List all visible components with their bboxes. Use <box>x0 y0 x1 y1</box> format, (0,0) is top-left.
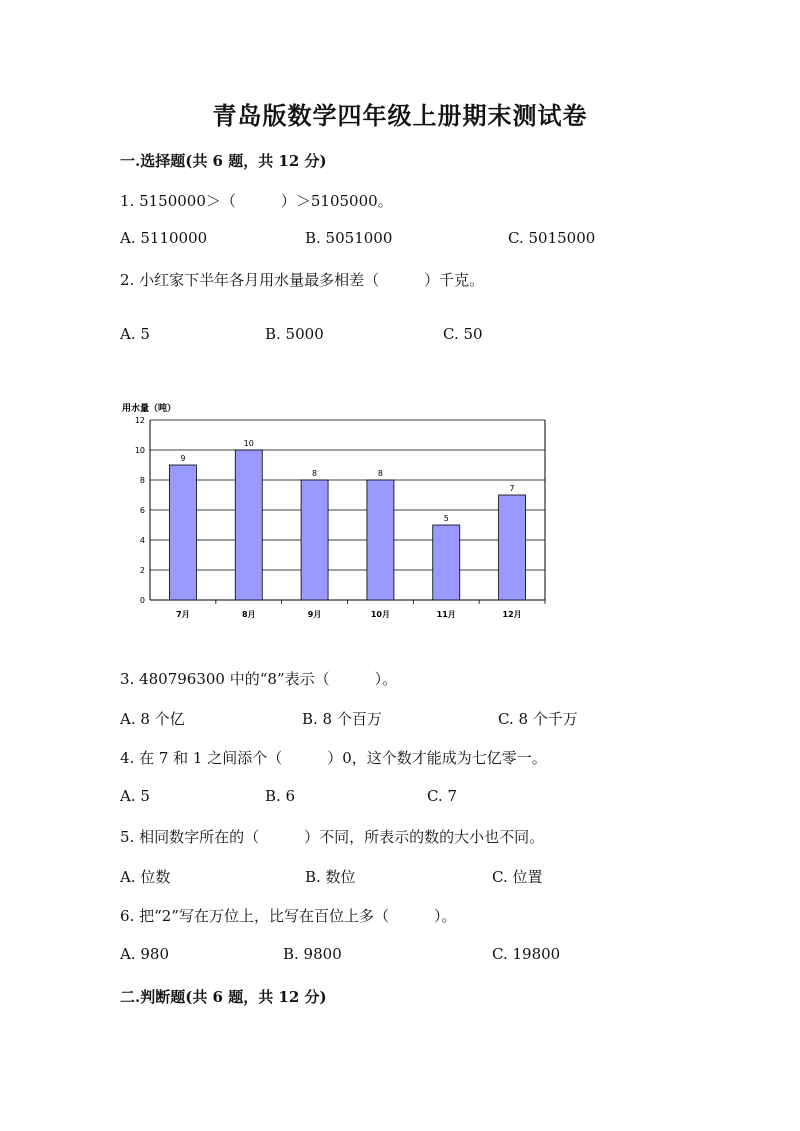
chart-bar <box>169 465 196 600</box>
chart-y-tick-label: 6 <box>139 506 145 515</box>
question-2-option-c: C. 50 <box>443 325 483 343</box>
question-3: 3. 480796300 中的“8”表示（ ）。 <box>120 670 398 688</box>
chart-bar <box>499 495 526 600</box>
chart-x-tick-label: 8月 <box>241 610 256 619</box>
chart-x-tick-label: 9月 <box>307 610 322 619</box>
question-5: 5. 相同数字所在的（ ）不同，所表示的数的大小也不同。 <box>120 828 545 846</box>
chart-data-label: 5 <box>443 514 449 523</box>
chart-y-tick-label: 8 <box>139 476 145 485</box>
question-5-option-b: B. 数位 <box>305 868 356 886</box>
question-5-option-c: C. 位置 <box>492 868 543 886</box>
chart-x-tick-label: 10月 <box>370 610 390 619</box>
question-4-option-a: A. 5 <box>120 787 150 805</box>
question-1: 1. 5150000＞（ ）＞5105000。 <box>120 192 393 210</box>
question-6: 6. 把“2”写在万位上，比写在百位上多（ ）。 <box>120 907 457 925</box>
chart-bar <box>301 480 328 600</box>
section-heading-judgement: 二.判断题(共 6 题，共 12 分) <box>120 988 327 1006</box>
chart-bar <box>367 480 394 600</box>
chart-y-tick-label: 2 <box>139 566 145 575</box>
question-6-option-a: A. 980 <box>120 945 169 963</box>
chart-y-tick-label: 10 <box>134 446 145 455</box>
chart-y-tick-label: 0 <box>139 596 145 605</box>
question-1-option-a: A. 5110000 <box>120 229 208 247</box>
question-4: 4. 在 7 和 1 之间添个（ ）0，这个数才能成为七亿零一。 <box>120 749 547 767</box>
question-6-option-c: C. 19800 <box>492 945 561 963</box>
chart-data-label: 9 <box>180 454 186 463</box>
chart-x-tick-label: 7月 <box>176 610 190 619</box>
question-1-option-c: C. 5015000 <box>508 229 596 247</box>
chart-x-tick-label: 11月 <box>436 610 456 619</box>
question-4-option-b: B. 6 <box>265 787 296 805</box>
question-2-option-a: A. 5 <box>120 325 150 343</box>
chart-y-tick-label: 4 <box>139 536 145 545</box>
question-5-option-a: A. 位数 <box>120 868 171 886</box>
question-4-option-c: C. 7 <box>427 787 458 805</box>
chart-data-label: 8 <box>377 469 383 478</box>
chart-data-label: 7 <box>509 484 515 493</box>
section-heading-choice: 一.选择题(共 6 题，共 12 分) <box>120 152 327 170</box>
page-title: 青岛版数学四年级上册期末测试卷 <box>212 101 588 130</box>
water-usage-bar-chart <box>118 398 558 628</box>
chart-y-axis-label: 用水量（吨） <box>122 404 177 414</box>
chart-bar <box>433 525 460 600</box>
question-2-option-b: B. 5000 <box>265 325 324 343</box>
question-3-option-c: C. 8 个千万 <box>498 710 578 728</box>
question-1-option-b: B. 5051000 <box>305 229 393 247</box>
question-3-option-b: B. 8 个百万 <box>302 710 382 728</box>
chart-y-tick-label: 12 <box>134 416 145 425</box>
question-3-option-a: A. 8 个亿 <box>120 710 185 728</box>
chart-data-label: 10 <box>243 439 254 448</box>
chart-bar <box>235 450 262 600</box>
chart-data-label: 8 <box>312 469 318 478</box>
chart-x-tick-label: 12月 <box>502 610 522 619</box>
question-6-option-b: B. 9800 <box>283 945 342 963</box>
question-2: 2. 小红家下半年各月用水量最多相差（ ）千克。 <box>120 271 485 289</box>
